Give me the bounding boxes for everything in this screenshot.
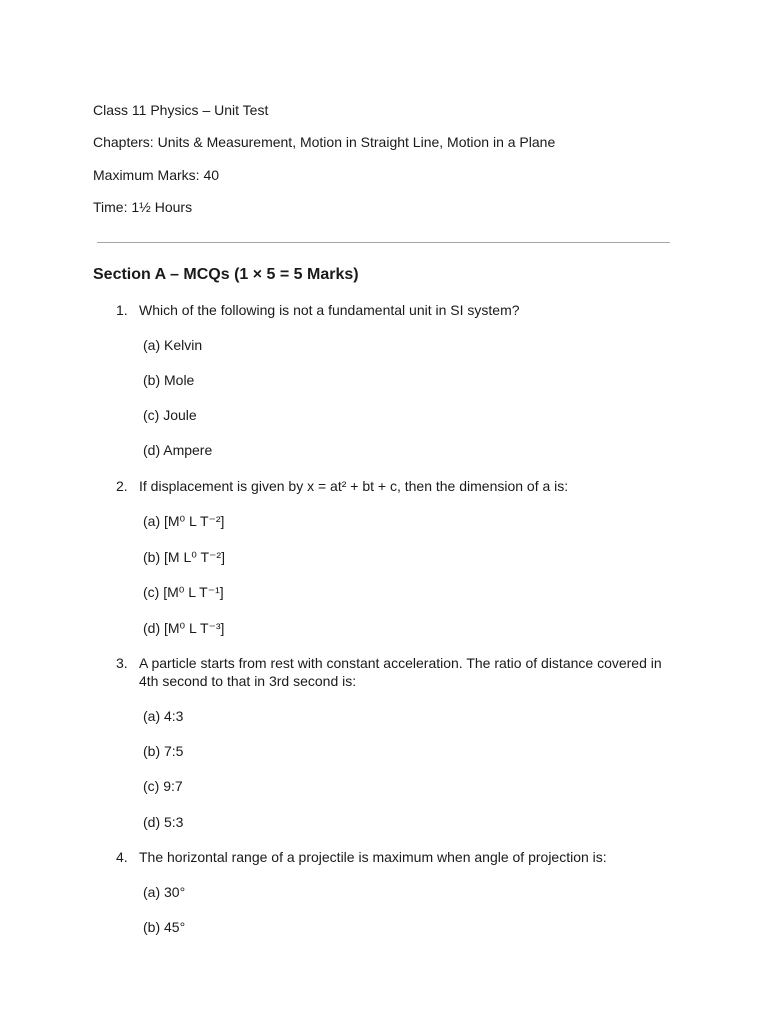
question-1-option-d: (d) Ampere xyxy=(143,442,213,458)
question-3-number: 3. xyxy=(116,655,128,671)
question-3-option-a: (a) 4:3 xyxy=(143,708,184,724)
question-4-number: 4. xyxy=(116,849,128,865)
question-3-text-line-1: A particle starts from rest with constant acceleration. The ratio of distance covered in xyxy=(139,655,662,671)
question-4-option-a: (a) 30° xyxy=(143,884,186,900)
question-3-option-d: (d) 5:3 xyxy=(143,814,184,830)
question-2-number: 2. xyxy=(116,478,128,494)
test-title: Class 11 Physics – Unit Test xyxy=(93,102,269,118)
question-3-text-line-2: 4th second to that in 3rd second is: xyxy=(139,673,357,689)
question-2-option-c: (c) [M⁰ L T⁻¹] xyxy=(143,584,224,600)
question-3-option-b: (b) 7:5 xyxy=(143,743,184,759)
question-3-option-c: (c) 9:7 xyxy=(143,778,183,794)
question-1-option-b: (b) Mole xyxy=(143,372,195,388)
question-1-number: 1. xyxy=(116,302,128,318)
question-1-option-c: (c) Joule xyxy=(143,407,197,423)
question-2-option-b: (b) [M L⁰ T⁻²] xyxy=(143,549,225,565)
chapters-line: Chapters: Units & Measurement, Motion in Straight Line, Motion in a Plane xyxy=(93,134,556,150)
question-4-text: The horizontal range of a projectile is maximum when angle of projection is: xyxy=(139,849,607,865)
question-2-text: If displacement is given by x = at² + bt + c, then the dimension of a is: xyxy=(139,478,569,494)
horizontal-divider xyxy=(97,242,670,243)
question-1-option-a: (a) Kelvin xyxy=(143,337,203,353)
question-1-text: Which of the following is not a fundamental unit in SI system? xyxy=(139,302,520,318)
question-2-option-a: (a) [M⁰ L T⁻²] xyxy=(143,513,225,529)
question-2-option-d: (d) [M⁰ L T⁻³] xyxy=(143,620,225,636)
question-4-option-b: (b) 45° xyxy=(143,919,186,935)
time-line: Time: 1½ Hours xyxy=(93,199,193,215)
section-a-title: Section A – MCQs (1 × 5 = 5 Marks) xyxy=(93,266,359,283)
max-marks-line: Maximum Marks: 40 xyxy=(93,167,220,183)
